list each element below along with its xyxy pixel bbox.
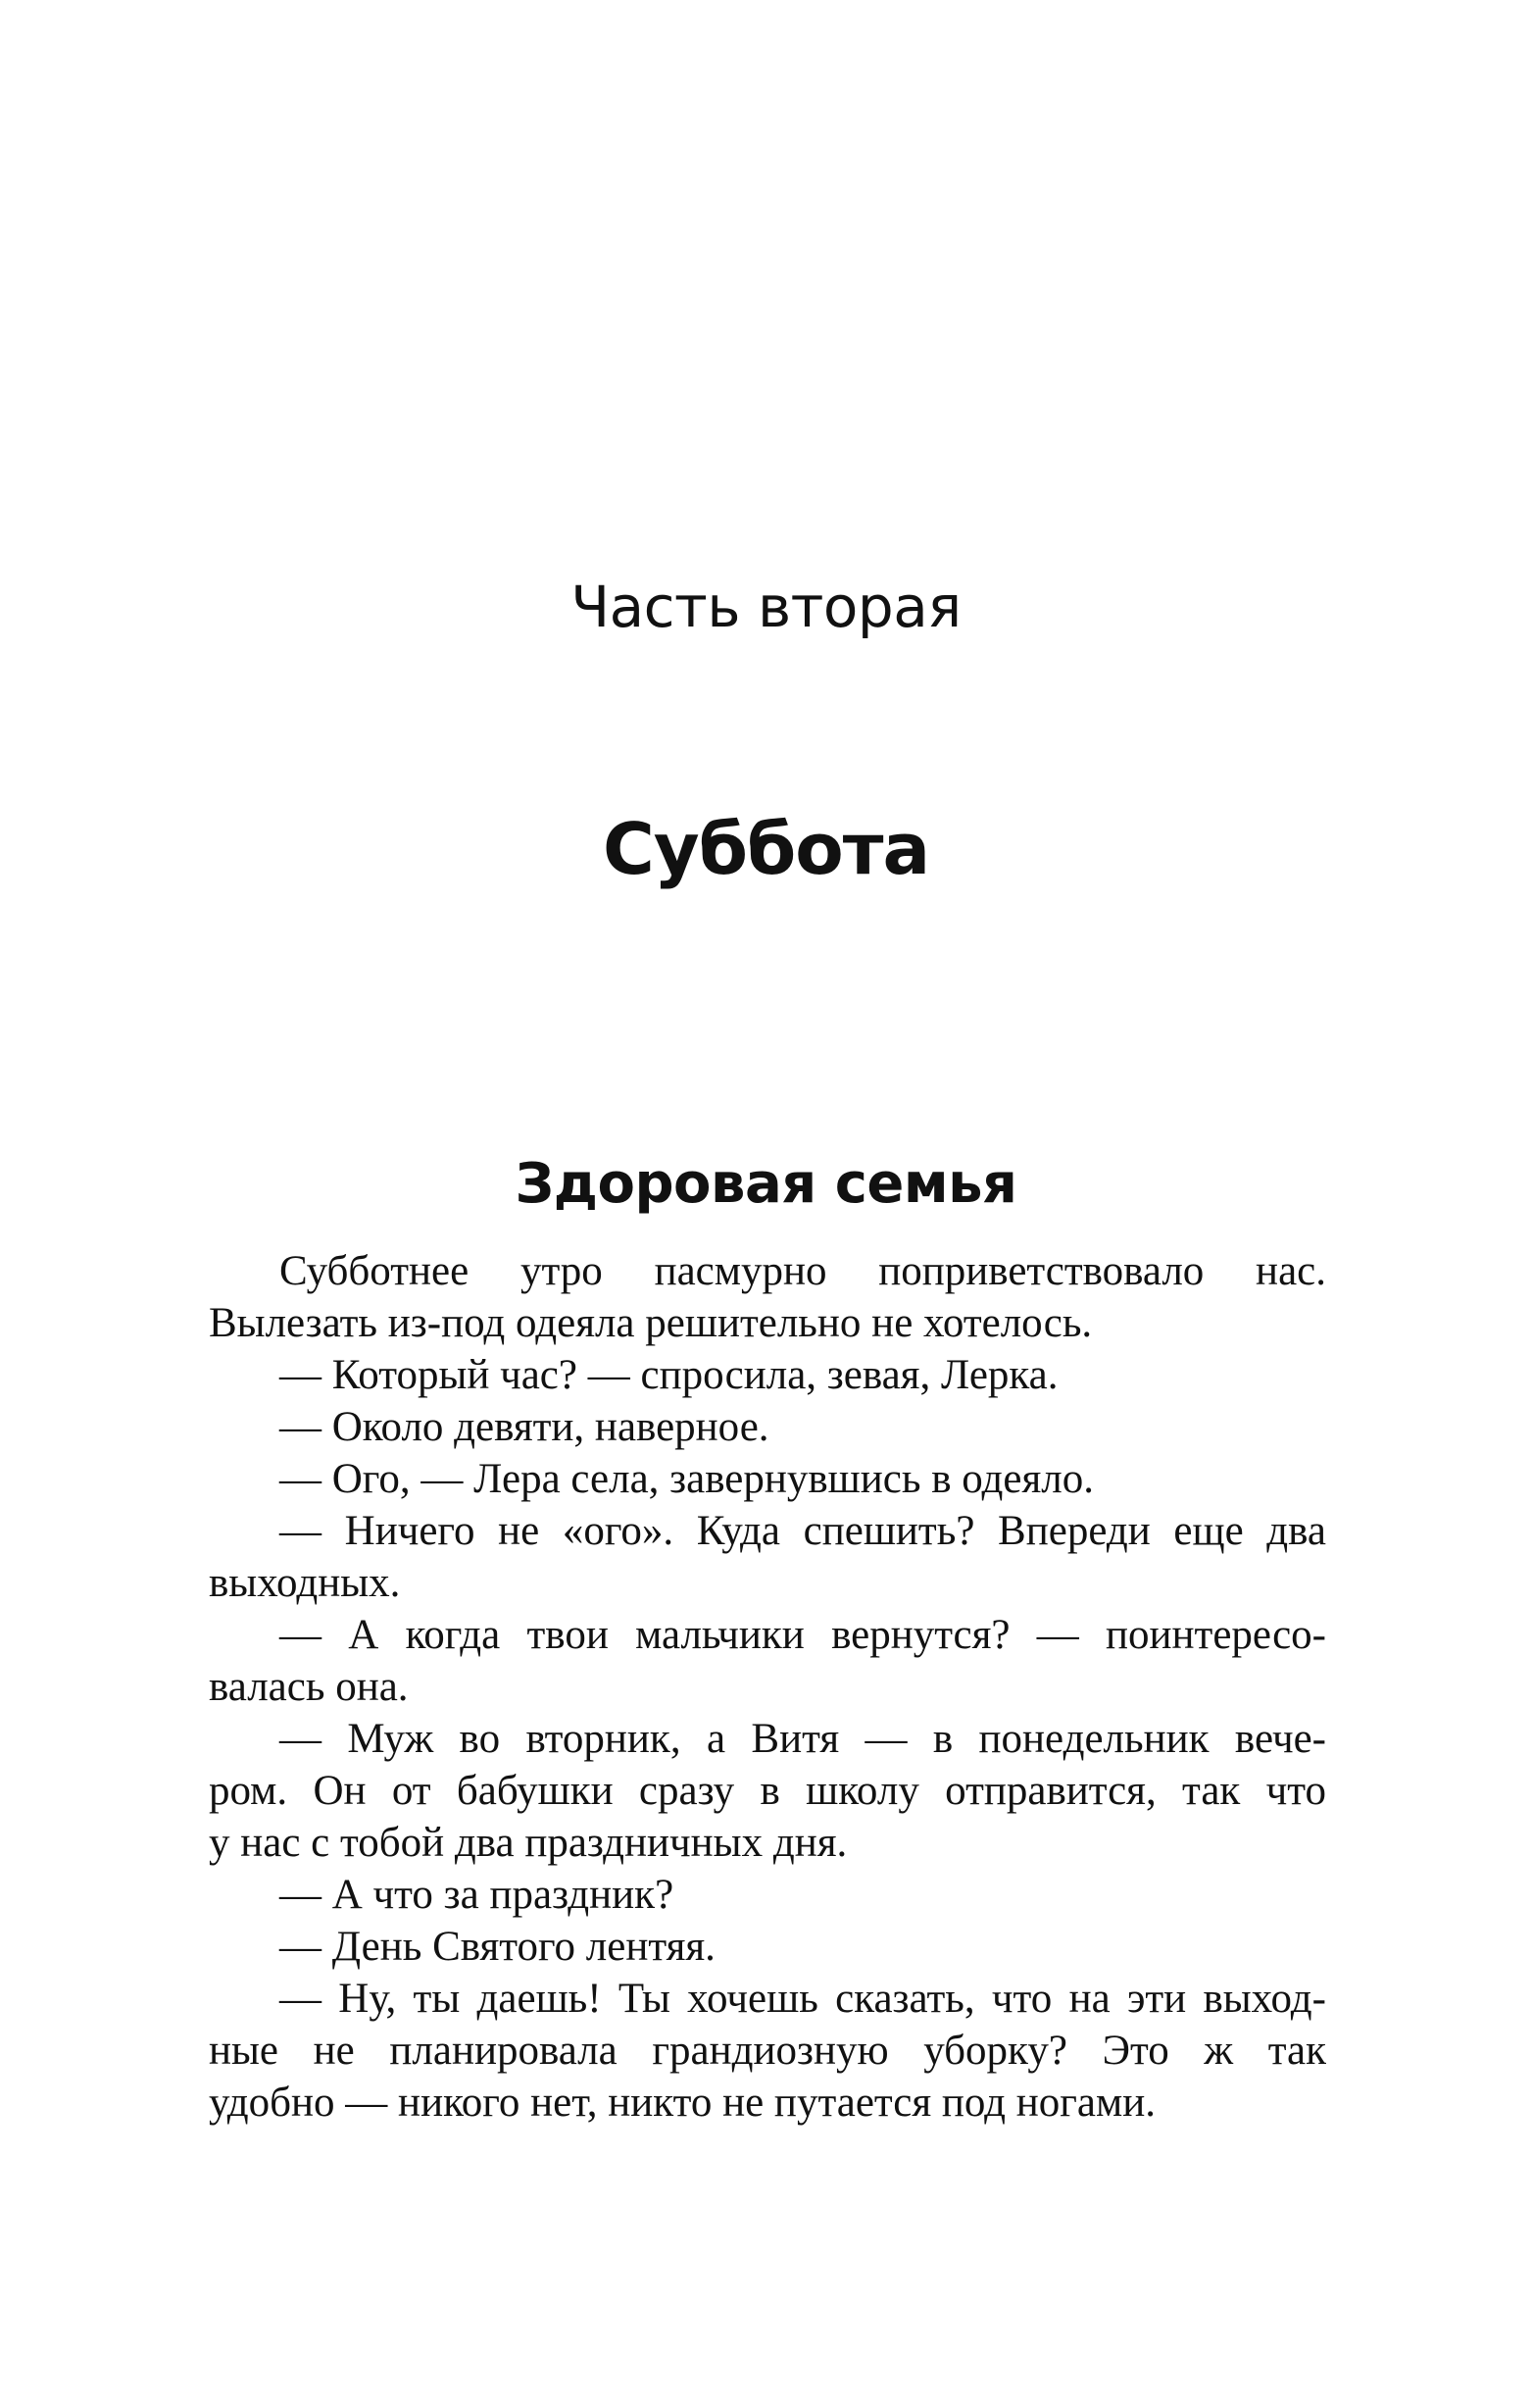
text-line: — Ого, — Лера села, завернувшись в одеяло. xyxy=(279,1456,1095,1502)
text-line: — Ничего не «ого». Куда спешить? Впереди еще два xyxy=(279,1508,1326,1554)
text-line: Вылезать из-под одеяла решительно не хотелось. xyxy=(209,1300,1093,1346)
chapter-title: Здоровая семья xyxy=(515,1152,1017,1216)
text-line: — Муж во вторник, а Витя — в понедельник вече- xyxy=(279,1716,1326,1762)
text-line: — А что за праздник? xyxy=(279,1872,674,1918)
text-line: — Который час? — спросила, зевая, Лерка. xyxy=(279,1352,1059,1398)
text-line: — А когда твои мальчики вернутся? — поинтересо- xyxy=(279,1612,1326,1658)
text-line: удобно — никого нет, никто не путается под ногами. xyxy=(209,2080,1156,2126)
body-text xyxy=(209,1245,1326,2129)
text-line: — Около девяти, наверное. xyxy=(279,1404,769,1450)
text-line: Субботнее утро пасмурно поприветствовало нас. xyxy=(279,1248,1326,1294)
text-line: у нас с тобой два праздничных дня. xyxy=(209,1820,848,1866)
part-title: Часть вторая xyxy=(570,574,962,640)
section-title: Суббота xyxy=(602,808,930,890)
text-line: ные не планировала грандиозную уборку? Это ж так xyxy=(209,2028,1326,2074)
text-line: выходных. xyxy=(209,1560,401,1606)
text-line: валась она. xyxy=(209,1664,409,1710)
text-line: — Ну, ты даешь! Ты хочешь сказать, что на эти выход- xyxy=(279,1976,1326,2022)
text-line: ром. Он от бабушки сразу в школу отправится, так что xyxy=(209,1768,1326,1814)
text-line: — День Святого лентяя. xyxy=(279,1924,716,1970)
